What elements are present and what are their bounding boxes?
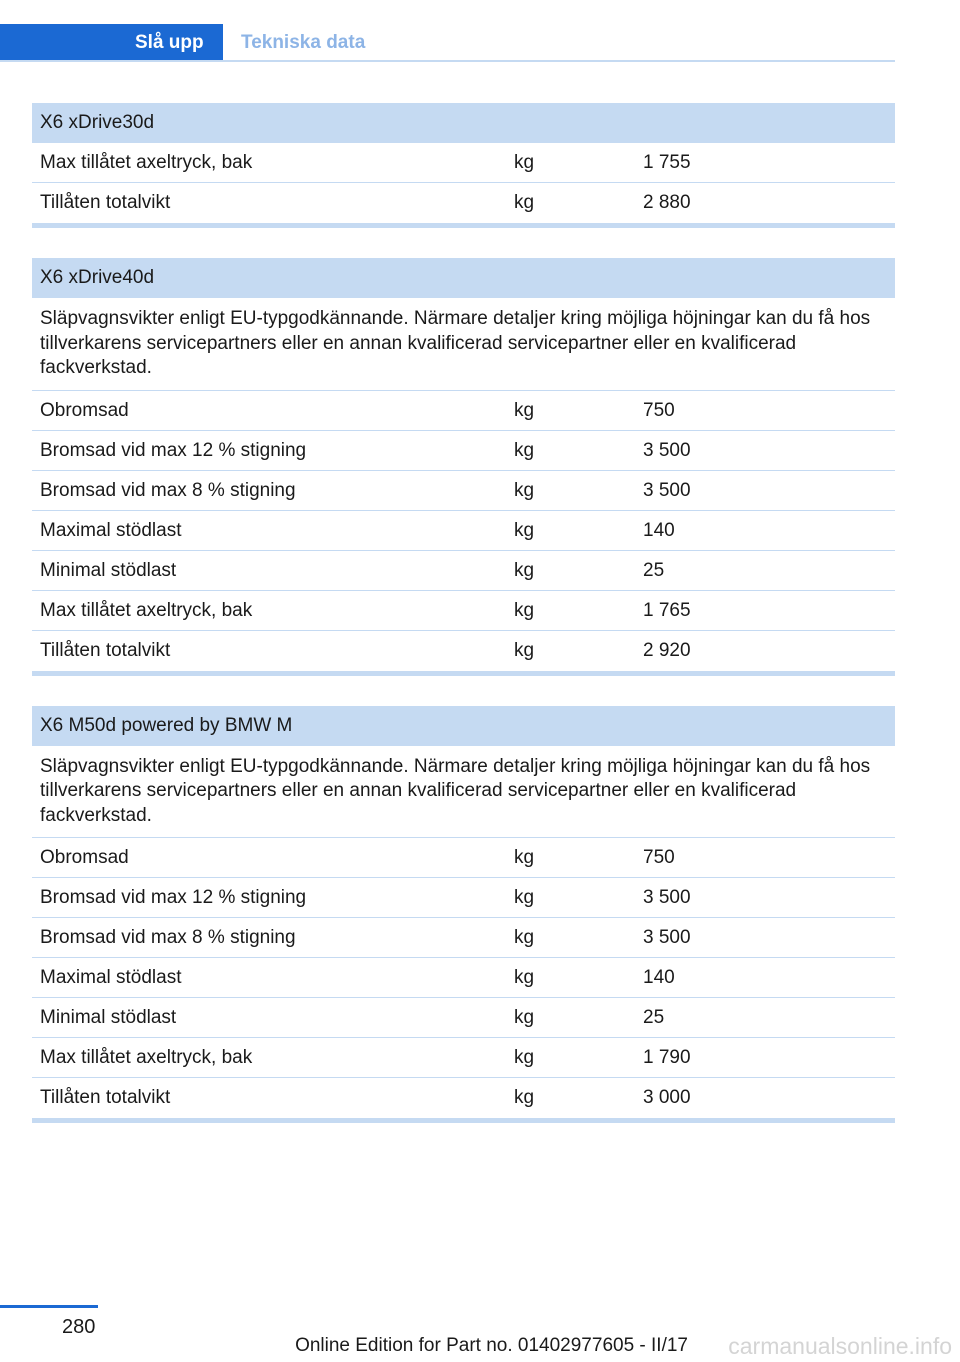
tab-tekniska-data[interactable]: Tekniska data [241,32,366,53]
tab-sla-upp[interactable]: Slå upp [0,24,223,62]
cell-value: 1 755 [643,152,691,173]
cell-label: Bromsad vid max 8 % stigning [40,927,296,948]
cell-unit: kg [514,399,535,421]
cell-label: Bromsad vid max 12 % stigning [40,887,307,908]
cell-value: 750 [643,399,675,421]
cell-value: 3 500 [643,479,691,501]
table-row [32,1038,895,1078]
cell-value: 3 500 [643,887,691,908]
cell-label: Bromsad vid max 8 % stigning [40,479,296,501]
table-row [32,838,895,878]
page-header [0,24,895,62]
watermark: carmanualsonline.info [728,1333,952,1359]
table-row [32,958,895,998]
table-title: X6 xDrive30d [32,103,895,143]
cell-label: Max tillåtet axeltryck, bak [40,1047,253,1068]
cell-value: 3 500 [643,927,691,948]
table-title: X6 xDrive40d [32,258,895,298]
cell-unit: kg [514,192,535,213]
cell-unit: kg [514,1087,535,1108]
spec-table [32,103,895,228]
cell-unit: kg [514,439,535,461]
cell-label: Max tillåtet axeltryck, bak [40,599,253,621]
cell-unit: kg [514,152,535,173]
cell-label: Obromsad [40,399,129,421]
table-row [32,591,895,631]
table-bottom-rule [32,671,895,676]
cell-unit: kg [514,927,535,948]
spec-tables [32,103,895,1153]
table-row [32,471,895,511]
table-row [32,918,895,958]
cell-label: Tillåten totalvikt [40,192,171,213]
spec-table [32,258,895,676]
cell-unit: kg [514,967,535,988]
table-row [32,551,895,591]
table-row [32,1078,895,1118]
cell-label: Maximal stödlast [40,519,182,541]
table-row [32,631,895,671]
cell-unit: kg [514,887,535,908]
cell-label: Obromsad [40,847,129,868]
cell-label: Bromsad vid max 12 % stigning [40,439,307,461]
cell-label: Max tillåtet axeltryck, bak [40,152,253,173]
cell-value: 25 [643,559,665,581]
cell-unit: kg [514,1047,535,1068]
cell-label: Tillåten totalvikt [40,639,171,661]
cell-value: 25 [643,1007,665,1028]
cell-value: 750 [643,847,675,868]
table-row [32,998,895,1038]
cell-label: Maximal stödlast [40,967,182,988]
cell-unit: kg [514,639,535,661]
cell-unit: kg [514,599,535,621]
table-row [32,143,895,183]
table-note: Släpvagnsvikter enligt EU-typgodkännande. Närmare detaljer kring möjliga höjningar kan du få hos tillverkarens servicepartners eller en annan kvalificerad servicepartner eller en kvalificerad fackverkstad. [32,746,895,839]
footer-accent-line [0,1305,98,1308]
cell-unit: kg [514,519,535,541]
table-note: Släpvagnsvikter enligt EU-typgodkännande. Närmare detaljer kring möjliga höjningar kan du få hos tillverkarens servicepartners eller en annan kvalificerad servicepartner eller en kvalificerad fackverkstad. [32,298,895,391]
cell-label: Tillåten totalvikt [40,1087,171,1108]
cell-label: Minimal stödlast [40,1007,177,1028]
cell-unit: kg [514,479,535,501]
cell-value: 2 920 [643,639,691,661]
cell-unit: kg [514,847,535,868]
cell-value: 3 500 [643,439,691,461]
cell-value: 140 [643,967,675,988]
cell-value: 2 880 [643,192,691,213]
table-row [32,511,895,551]
cell-value: 3 000 [643,1087,691,1108]
table-bottom-rule [32,223,895,228]
cell-value: 140 [643,519,675,541]
cell-value: 1 765 [643,599,691,621]
cell-label: Minimal stödlast [40,559,177,581]
cell-unit: kg [514,1007,535,1028]
table-title: X6 M50d powered by BMW M [32,706,895,746]
table-row [32,183,895,223]
edition-text: Online Edition for Part no. 01402977605 - II/17 [295,1335,688,1356]
table-row [32,878,895,918]
table-bottom-rule [32,1118,895,1123]
spec-table [32,706,895,1124]
cell-unit: kg [514,559,535,581]
page-number: 280 [62,1316,96,1338]
table-row [32,391,895,431]
header-divider [0,60,895,62]
cell-value: 1 790 [643,1047,691,1068]
table-row [32,431,895,471]
